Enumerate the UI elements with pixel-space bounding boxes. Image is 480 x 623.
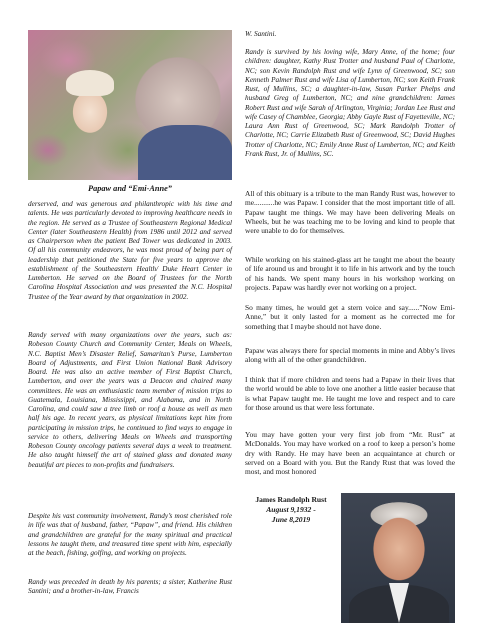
child-hair: [66, 70, 114, 96]
left-paragraph-2: Randy served with many organizations over the years, such as: Robeson County Church and Community Center, Meals on Wheels, N.C. Baptist Men’s Disaster Relief, Samaritan’s Purse, Lumberton Board of Adjustments, and First Union National Bank Advisory Board. He was also an active member of First Baptist Church, Lumberton, and over the years was a Deacon and chaired many committees. He was an enthusiastic team member of mission trips to Guatemala, Louisiana, Mississippi, and Alabama, and in North Carolina, and could saw a tree limb or roof a house as well as men half his age. In recent years, as physical limitations kept him from participating in mission trips, he continued to find ways to engage in service to others, delivering Meals on Wheels and transporting Robeson County oncology patients several days a week to treatment. He also taught himself the art of stained glass and donated many beautiful art pieces to non-profits and fundraisers.: [28, 331, 232, 469]
left-paragraph-1: derserved, and was generous and philanthropic with his time and talents. He was particularly devoted to improving healthcare needs in the region. He served as a Trustee of Southeastern Regional Medical Center (later Southeastern Health) from 1986 until 2012 and served as Chairperson when the patient Bed Tower was dedicated in 2003. Of all his community endeavors, he was most proud of being part of leadership that petitioned the State for five years to approve the establishment of the Southeastern Health/ Duke Heart Center in Lumberton. He served on the Board of Trustees for the North Carolina Hospital Association and was presented the N.C. Hospital Trustee of the Year award by that organization in 2002.: [28, 200, 232, 301]
right-paragraph-2: Randy is survived by his loving wife, Mary Anne, of the home; four children: daughter, Kathy Rust Trotter and husband Paul of Charlotte, NC; son Kevin Randolph Rust and wife Lynn of Greenwood, SC; son Kenneth Palmer Rust and wife Lisa of Lumberton, NC; son Keith Frank Rust, of Mullins, SC; a daughter-in-law, Susan Parker Phelps and husband Greg of Lumberton, NC; and nine grandchildren: James Robert Rust and wife Sarah of Arlington, Virginia; Jordan Lee Rust and wife Casey of Chamblee, Georgia; Abby Gayle Rust of Fayetteville, NC; Laura Ann Rust of Greenwood, SC; Mark Randolph Trotter of Charlotte, NC; Carrie Elizabeth Rust of Greenwood, SC; David Hughes Trotter of Charlotte, NC; Emily Anne Rust of Lumberton, NC; and Keith Frank Rust, Jr. of Mullins, SC.: [245, 48, 455, 158]
right-paragraph-3: All of this obituary is a tribute to the man Randy Rust was, however to me...........he was Papaw. I consider that the most important title of all. Papaw taught me things. We may have been delivering Meals on Wheels, but he was teaching me to be loving and kind to people that were unable to do for themselves.: [245, 189, 455, 236]
left-paragraph-3: Despite his vast community involvement, Randy’s most cherished role in life was that of husband, father, “Papaw”, and friend. His children and grandchildren are grateful for the many spiritual and practical lessons he taught them, and treasured time spent with him, especially at the beach, fishing, golfing, and working on projects.: [28, 512, 232, 557]
right-paragraph-5: So many times, he would get a stern voice and say......”Now Emi-Anne,” but it only lasted for a moment as he corrected me for something that I maybe should not have done.: [245, 303, 455, 331]
portrait-caption: [245, 495, 337, 525]
portrait-photo: [341, 493, 455, 623]
papaw-shirt: [138, 125, 232, 180]
right-paragraph-8: You may have gotten your very first job from “Mr. Rust” at McDonalds. You may have worked on a roof to keep a person’s home dry with Randy. He may have been an acquaintance at church or served on a Board with you. But the Randy Rust that was loved the most, and most honored: [245, 430, 455, 477]
right-paragraph-6: Papaw was always there for special moments in mine and Abby’s lives along with all of the other grandchildren.: [245, 346, 455, 365]
photo-caption: Papaw and “Emi-Anne”: [88, 184, 172, 193]
right-paragraph-7: I think that if more children and teens had a Papaw in their lives that the world would be able to love one another a little easier because that is what Papaw taught me. He taught me love and respect and to care for those around us that were less fortunate.: [245, 375, 455, 412]
papaw-and-granddaughter-photo: [28, 30, 232, 180]
birth-date: August 9,1932 -: [266, 505, 316, 514]
death-date: June 8,2019: [271, 515, 311, 524]
right-paragraph-4: While working on his stained-glass art he taught me about the beauty of life around us and brought it to life in his artwork and by the touch of his hands. We spent many hours in his workshop working on projects. Papaw was hardly ever not working on a project.: [245, 255, 455, 292]
right-paragraph-1: W. Santini.: [245, 30, 277, 38]
left-paragraph-4: Randy was preceded in death by his parents; a sister, Katherine Rust Santini; and a brother-in-law, Francis: [28, 578, 232, 596]
deceased-name: James Randolph Rust: [255, 495, 327, 504]
